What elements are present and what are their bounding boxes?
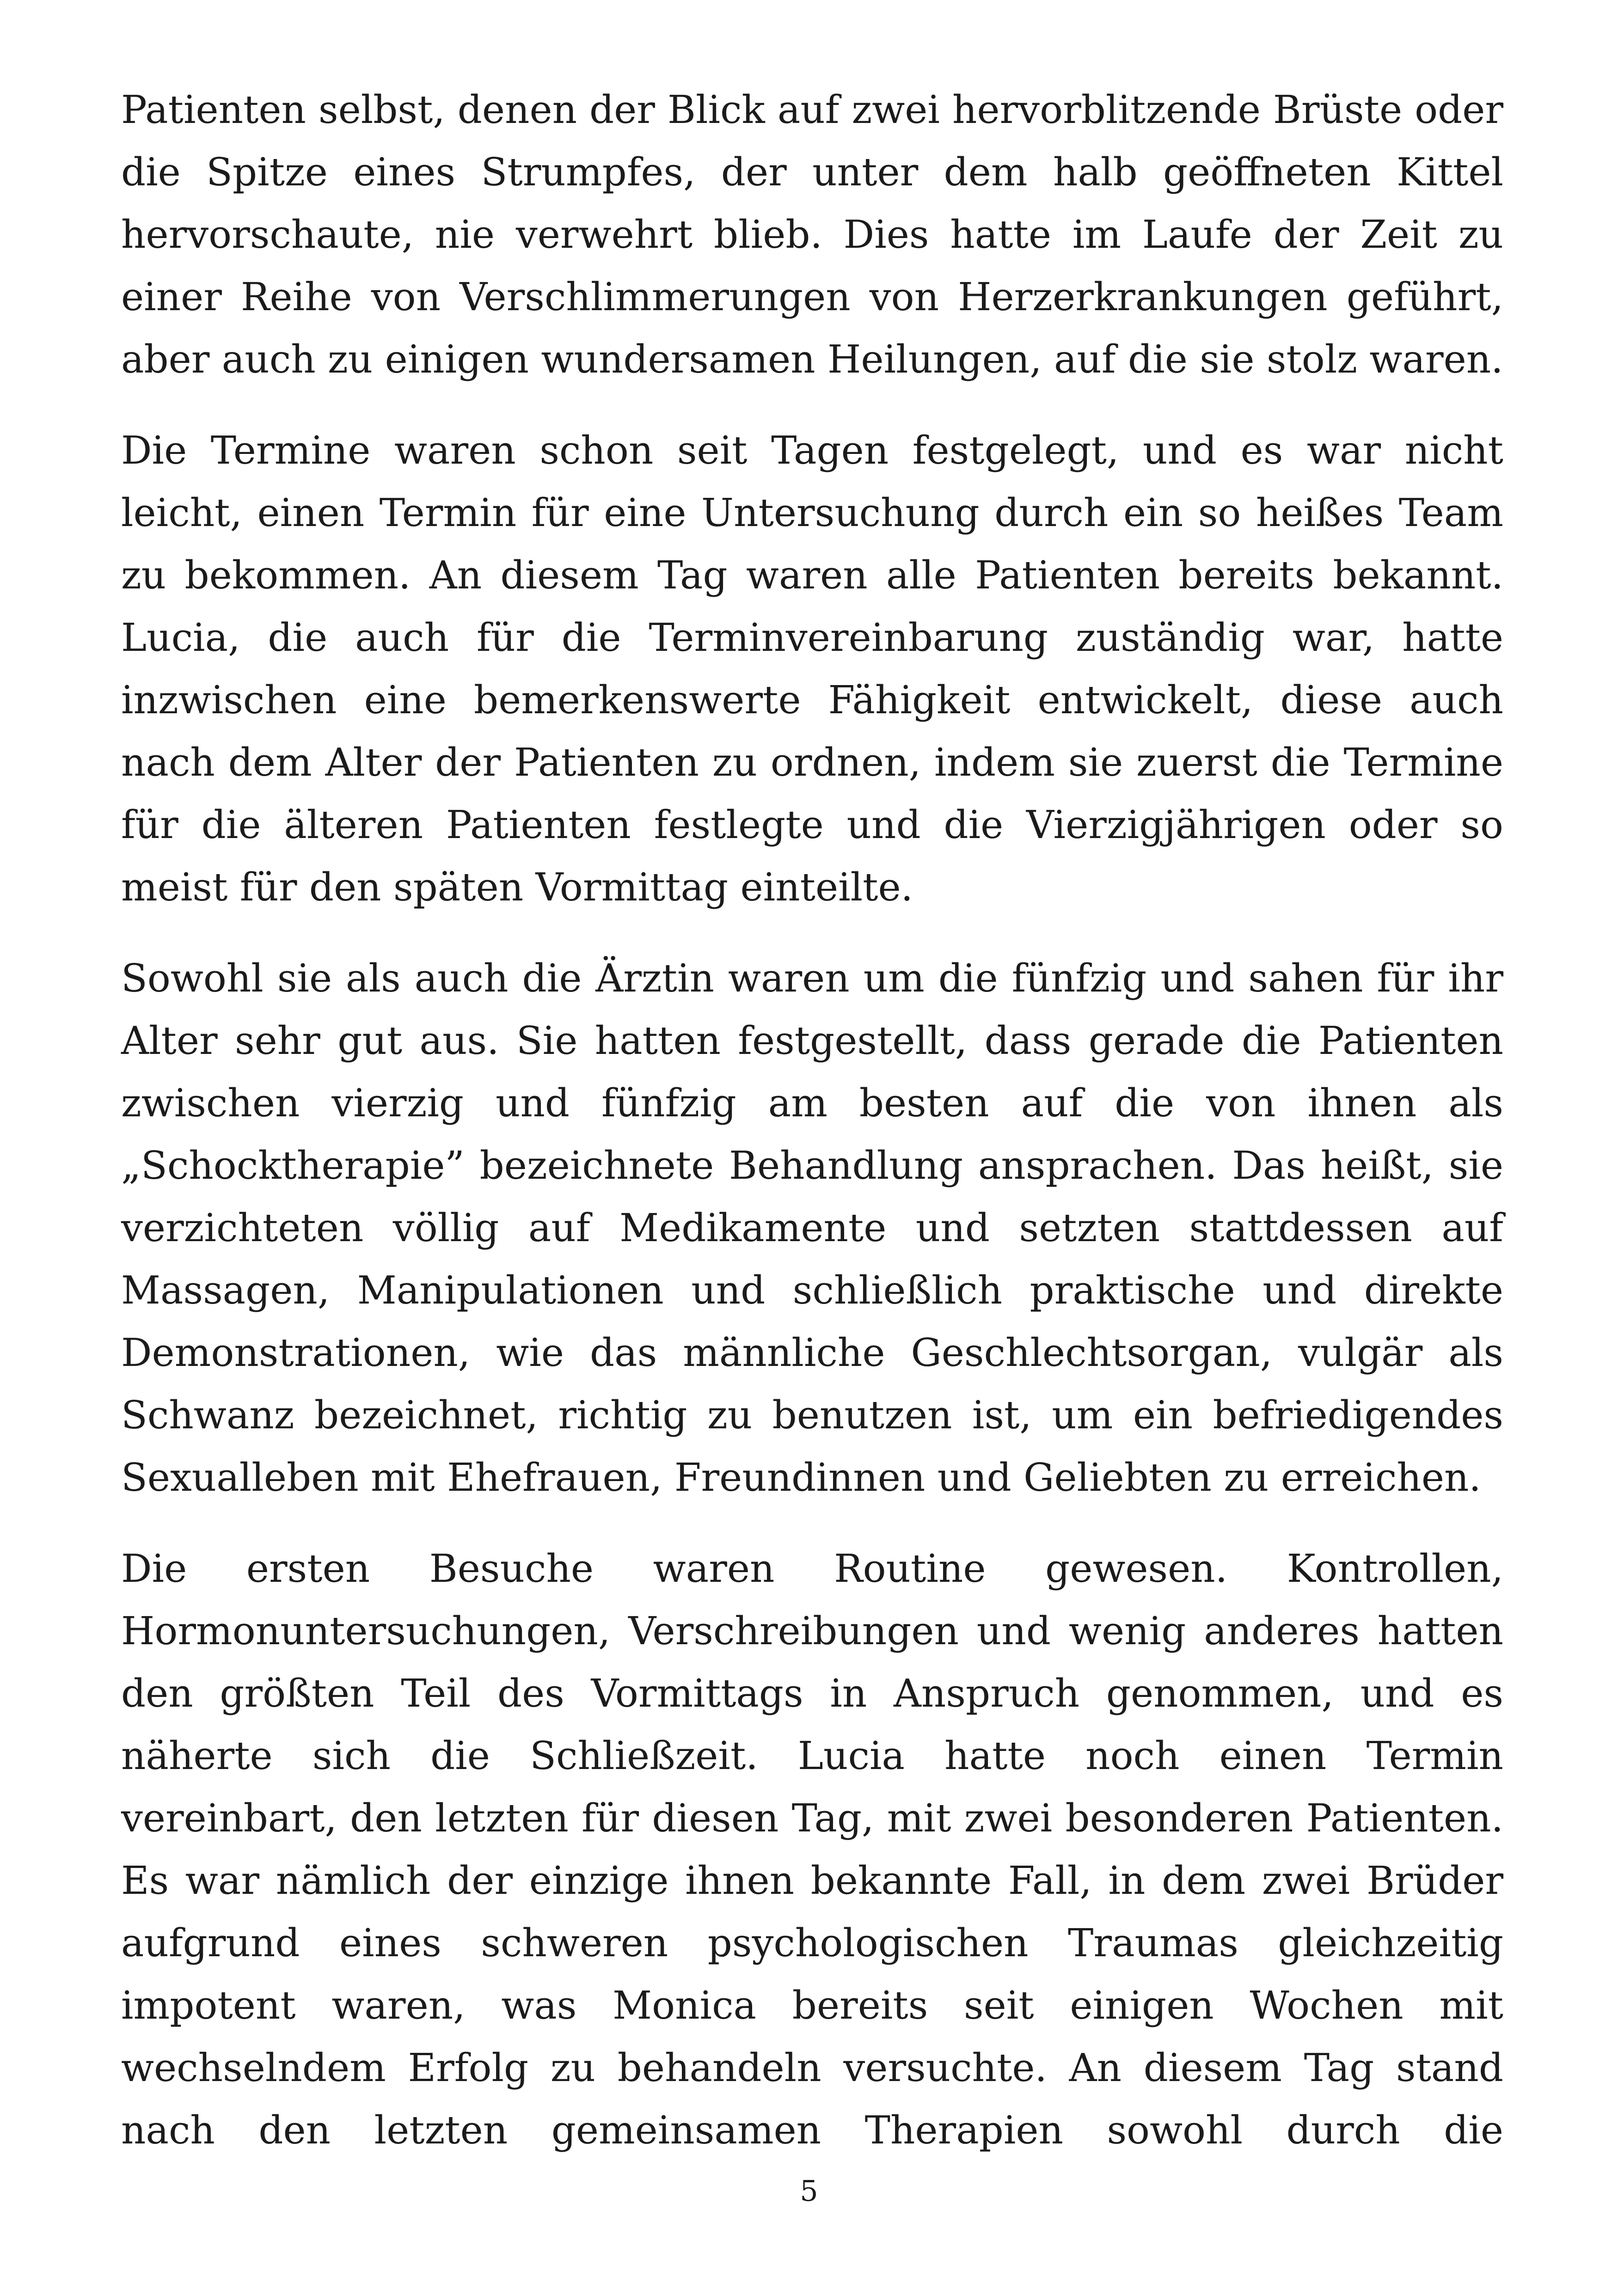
- paragraph-4: Die ersten Besuche waren Routine gewesen. Kontrollen, Hormonuntersuchungen, Verschreibungen und wenig anderes hatten den größten Teil des Vormittags in Anspruch genommen, und es näherte sich die Schließzeit. Lucia hatte noch einen Termin vereinbart, den letzten für diesen Tag, mit zwei besonderen Patienten. Es war nämlich der einzige ihnen bekannte Fall, in dem zwei Brüder aufgrund eines schweren psychologischen Traumas gleichzeitig impotent waren, was Monica bereits seit einigen Wochen mit wechselndem Erfolg zu behandeln versuchte. An diesem Tag stand nach den letzten gemeinsamen Therapien sowohl durch die: [121, 1546, 1503, 2153]
- paragraph-3: Sowohl sie als auch die Ärztin waren um die fünfzig und sahen für ihr Alter sehr gut aus. Sie hatten festgestellt, dass gerade die Patienten zwischen vierzig und fünfzig am besten auf die von ihnen als „Schocktherapie” bezeichnete Behandlung ansprachen. Das heißt, sie verzichteten völlig auf Medikamente und setzten stattdessen auf Massagen, Manipulationen und schließlich praktische und direkte Demonstrationen, wie das männliche Geschlechtsorgan, vulgär als Schwanz bezeichnet, richtig zu benutzen ist, um ein befriedigendes Sexualleben mit Ehefrauen, Freundinnen und Geliebten zu erreichen.: [121, 956, 1503, 1500]
- body-text: [121, 79, 1503, 2190]
- paragraph-1: Patienten selbst, denen der Blick auf zwei hervorblitzende Brüste oder die Spitze eines Strumpfes, der unter dem halb geöffneten Kittel hervorschaute, nie verwehrt blieb. Dies hatte im Laufe der Zeit zu einer Reihe von Verschlimmerungen von Herzerkrankungen geführt, aber auch zu einigen wundersamen Heilungen, auf die sie stolz waren.: [121, 87, 1503, 382]
- paragraph-2: Die Termine waren schon seit Tagen festgelegt, und es war nicht leicht, einen Termin für eine Untersuchung durch ein so heißes Team zu bekommen. An diesem Tag waren alle Patienten bereits bekannt. Lucia, die auch für die Terminvereinbarung zuständig war, hatte inzwischen eine bemerkenswerte Fähigkeit entwickelt, diese auch nach dem Alter der Patienten zu ordnen, indem sie zuerst die Termine für die älteren Patienten festlegte und die Vierzigjährigen oder so meist für den späten Vormittag einteilte.: [121, 428, 1503, 910]
- page-number: 5: [800, 2174, 818, 2208]
